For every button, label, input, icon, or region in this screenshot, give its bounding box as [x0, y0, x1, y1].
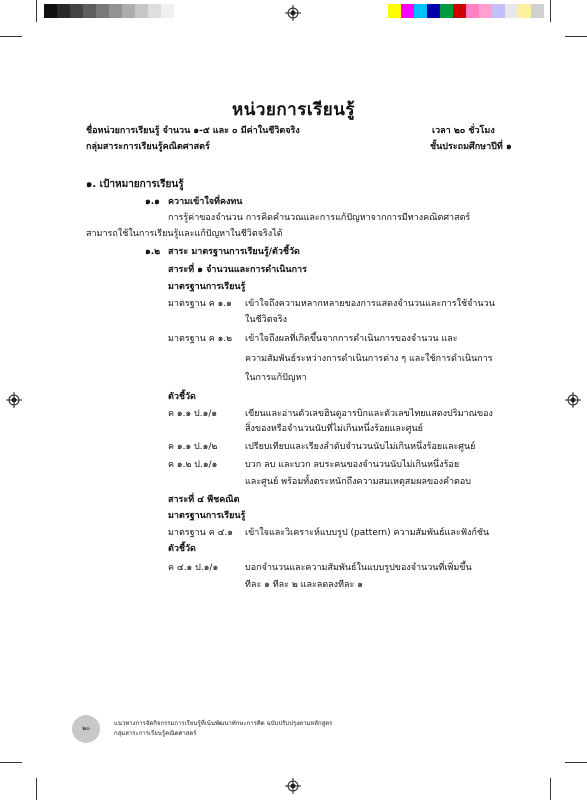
crop-mark-bottom-right	[550, 778, 551, 800]
color-swatch	[492, 4, 505, 18]
crop-mark-bottom-right-h	[565, 762, 587, 763]
page-number-badge	[72, 715, 100, 743]
standard-text: ในการแก้ปัญหา	[245, 373, 307, 383]
standard-text: เข้าใจถึงผลที่เกิดขึ้นจากการดำเนินการของจำนวน และ	[245, 334, 458, 344]
color-swatch	[505, 4, 518, 18]
paragraph-line: การรู้ค่าของจำนวน การคิดคำนวณและการแก้ปัญหาจากการมีทางคณิตศาสตร์	[168, 213, 471, 223]
standard-code: มาตรฐาน ค ๔.๑	[168, 528, 233, 538]
color-swatch	[427, 4, 440, 18]
strand-heading: สาระที่ ๑ จำนวนและการดำเนินการ	[168, 265, 307, 275]
standard-text: เข้าใจถึงความหลากหลายของการแสดงจำนวนและการใช้จำนวน	[245, 299, 495, 309]
color-swatch	[440, 4, 453, 18]
grade-level: ชั้นประถมศึกษาปีที่ ๑	[430, 142, 512, 152]
indicators-label: ตัวชี้วัด	[168, 544, 196, 554]
color-swatch	[531, 4, 544, 18]
color-swatch	[388, 4, 401, 18]
gray-swatch	[161, 4, 174, 18]
standard-text: เข้าใจและวิเคราะห์แบบรูป (pattern) ความสัมพันธ์และฟังก์ชัน	[245, 528, 490, 538]
crop-mark-top-left	[36, 0, 37, 22]
color-swatch	[401, 4, 414, 18]
crop-mark-top-right	[550, 0, 551, 22]
gray-swatch	[83, 4, 96, 18]
indicator-code: ค ๑.๑ ป.๑/๒	[168, 442, 218, 452]
gray-swatch	[70, 4, 83, 18]
page-number: ๒๐	[82, 725, 90, 732]
registration-mark-left	[6, 392, 22, 408]
color-swatch	[414, 4, 427, 18]
indicator-text: บวก ลบ และบวก ลบระคนของจำนวนนับไม่เกินหนึ่งร้อย	[245, 460, 460, 470]
time-allotment: เวลา ๒๐ ชั่วโมง	[432, 126, 495, 136]
crop-mark-top-right-h	[565, 36, 587, 37]
subsection-title: สาระ มาตรฐานการเรียนรู้/ตัวชี้วัด	[168, 247, 300, 257]
standard-text: ในชีวิตจริง	[245, 315, 288, 325]
subsection-number: ๑.๒	[145, 247, 161, 257]
indicator-text: บอกจำนวนและความสัมพันธ์ในแบบรูปของจำนวนที่เพิ่มขึ้น	[245, 563, 472, 573]
paragraph-line: สามารถใช้ในการเรียนรู้และแก้ปัญหาในชีวิตจริงได้	[86, 229, 283, 239]
color-swatch	[453, 4, 466, 18]
standards-label: มาตรฐานการเรียนรู้	[168, 282, 246, 292]
footer-line: แนวทางการจัดกิจกรรมการเรียนรู้ที่เน้นพัฒนาทักษะการคิด ฉบับปรับปรุงตามหลักสูตร	[114, 720, 333, 727]
registration-mark-right	[565, 392, 581, 408]
color-swatch	[518, 4, 531, 18]
crop-mark-bottom-left	[36, 778, 37, 800]
gray-swatch	[122, 4, 135, 18]
indicator-text: เปรียบเทียบและเรียงลำดับจำนวนนับไม่เกินหนึ่งร้อยและศูนย์	[245, 442, 476, 452]
subject-group: กลุ่มสาระการเรียนรู้คณิตศาสตร์	[86, 142, 210, 152]
gray-scale-bar	[44, 4, 174, 18]
color-swatch	[479, 4, 492, 18]
indicator-code: ค ๔.๑ ป.๑/๑	[168, 563, 219, 573]
standards-label: มาตรฐานการเรียนรู้	[168, 511, 246, 521]
gray-swatch	[148, 4, 161, 18]
indicator-text: เขียนและอ่านตัวเลขฮินดูอารบิกและตัวเลขไทยแสดงปริมาณของ	[245, 409, 493, 419]
gray-swatch	[135, 4, 148, 18]
color-swatch	[466, 4, 479, 18]
registration-mark-bottom	[285, 778, 301, 794]
subsection-number: ๑.๑	[145, 197, 160, 207]
gray-swatch	[96, 4, 109, 18]
indicator-text: ทีละ ๑ ทีละ ๒ และลดลงทีละ ๑	[245, 580, 363, 590]
color-scale-bar	[388, 4, 544, 18]
crop-mark-top-left-h	[0, 36, 22, 37]
indicator-text: สิ่งของหรือจำนวนนับที่ไม่เกินหนึ่งร้อยและศูนย์	[245, 424, 423, 434]
page-title: หน่วยการเรียนรู้	[232, 100, 355, 120]
gray-swatch	[57, 4, 70, 18]
indicator-code: ค ๑.๑ ป.๑/๑	[168, 409, 218, 419]
strand-heading: สาระที่ ๔ พีชคณิต	[168, 495, 240, 505]
unit-name: ชื่อหน่วยการเรียนรู้ จำนวน ๑-๕ และ ๐ มีค่าในชีวิตจริง	[86, 126, 300, 136]
registration-mark-top	[285, 5, 301, 21]
section-heading: ๑. เป้าหมายการเรียนรู้	[86, 179, 184, 190]
gray-swatch	[44, 4, 57, 18]
indicators-label: ตัวชี้วัด	[168, 392, 196, 402]
standard-code: มาตรฐาน ค ๑.๒	[168, 334, 233, 344]
subsection-title: ความเข้าใจที่คงทน	[168, 197, 243, 207]
indicator-code: ค ๑.๒ ป.๑/๑	[168, 460, 218, 470]
standard-code: มาตรฐาน ค ๑.๑	[168, 299, 232, 309]
gray-swatch	[109, 4, 122, 18]
standard-text: ความสัมพันธ์ระหว่างการดำเนินการต่าง ๆ และใช้การดำเนินการ	[245, 354, 493, 364]
crop-mark-bottom-left-h	[0, 762, 22, 763]
footer-line: กลุ่มสาระการเรียนรู้คณิตศาสตร์	[114, 730, 197, 737]
indicator-text: และศูนย์ พร้อมทั้งตระหนักถึงความสมเหตุสมผลของคำตอบ	[245, 477, 472, 487]
